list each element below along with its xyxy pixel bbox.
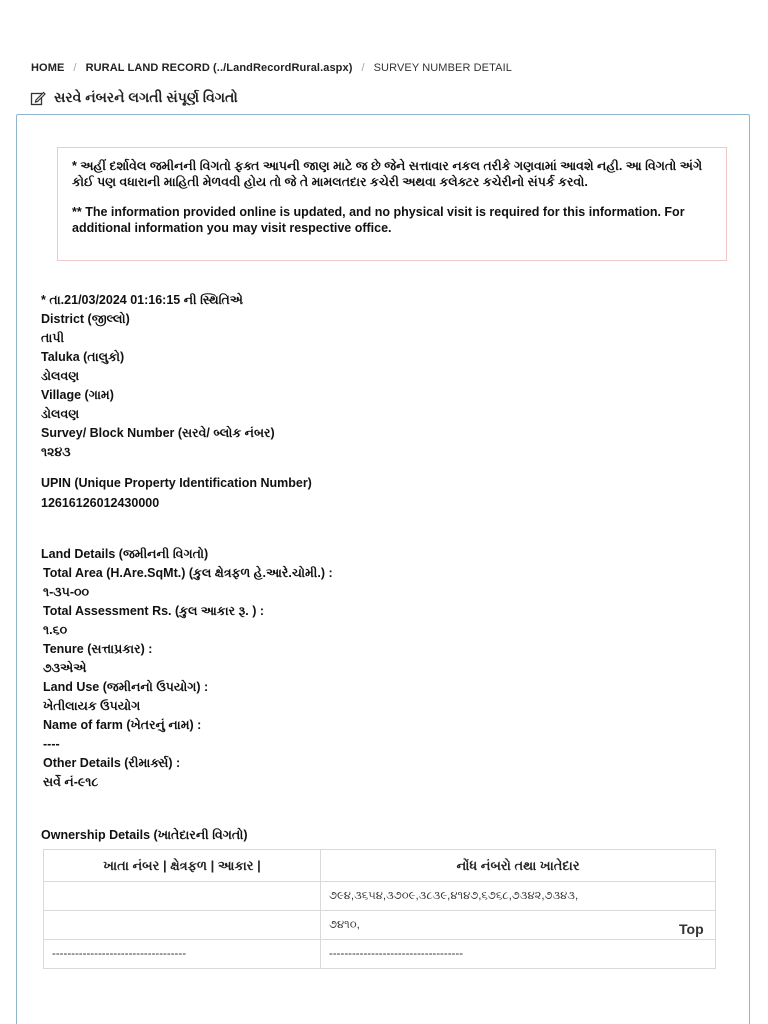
edit-document-icon bbox=[30, 90, 46, 106]
tenure-value: ૭૩એએ bbox=[43, 661, 87, 675]
taluka-value: ડોલવણ bbox=[41, 369, 80, 383]
land-use-label: Land Use (જમીનનો ઉપયોગ) : bbox=[43, 680, 209, 694]
other-details-value: સર્વે નં-૯૧૮ bbox=[43, 775, 99, 789]
ownership-table bbox=[43, 849, 716, 969]
breadcrumb bbox=[31, 62, 512, 74]
tenure-label: Tenure (સત્તાપ્રકાર) : bbox=[43, 642, 153, 656]
assessment-label: Total Assessment Rs. (કુલ આકાર રૂ. ) : bbox=[43, 604, 265, 618]
assessment-value: ૧.૬૦ bbox=[43, 623, 68, 637]
land-use-value: ખેતીલાયક ઉપયોગ bbox=[43, 699, 141, 713]
total-area-label: Total Area (H.Are.SqMt.) (કુલ ક્ષેત્રફળ હે.આરે.ચોમી.) : bbox=[43, 566, 333, 580]
breadcrumb-current: SURVEY NUMBER DETAIL bbox=[373, 62, 512, 74]
table-row bbox=[44, 882, 716, 911]
table-row bbox=[44, 911, 716, 940]
survey-detail-panel bbox=[16, 114, 750, 1024]
page-title bbox=[30, 89, 238, 106]
record-info bbox=[41, 291, 275, 462]
column-header-entries: નોંધ નંબરો તથા ખાતેદાર bbox=[321, 850, 716, 882]
other-details-label: Other Details (રીમાર્ક્સ) : bbox=[43, 756, 181, 770]
upin-block bbox=[41, 473, 312, 513]
village-value: ડોલવણ bbox=[41, 407, 80, 421]
total-area-value: ૧-૩૫-૦૦ bbox=[43, 585, 90, 599]
land-details-heading: Land Details (જમીનની વિગતો) bbox=[41, 547, 209, 561]
table-cell: ----------------------------------- bbox=[321, 940, 716, 969]
page-title-text: સરવે નંબરને લગતી સંપૂર્ણ વિગતો bbox=[54, 89, 238, 105]
village-label: Village (ગામ) bbox=[41, 388, 114, 402]
disclaimer-gujarati: * અહીં દર્શાવેલ જમીનની વિગતો ફક્ત આપની જાણ માટે જ છે જેને સત્તાવાર નકલ તરીકે ગણવામાં આવશે નહી. આ વિગતો અંગે કોઈ પણ વધારાની માહિતી મેળવવી હોય તો જે તે મામલતદાર કચેરી અથવા કલેક્ટર કચેરીનો સંપર્ક કરવો. bbox=[72, 159, 703, 189]
land-details bbox=[41, 545, 333, 792]
breadcrumb-rural-land-record-link[interactable]: RURAL LAND RECORD (../LandRecordRural.aspx) bbox=[85, 62, 353, 74]
disclaimer-english: ** The information provided online is updated, and no physical visit is required for this information. For additional information you may visit respective office. bbox=[72, 205, 685, 235]
breadcrumb-home-link[interactable]: HOME bbox=[31, 62, 65, 74]
scroll-top-link[interactable]: Top bbox=[679, 921, 704, 937]
upin-label: UPIN (Unique Property Identification Number) bbox=[41, 476, 312, 490]
table-cell: ----------------------------------- bbox=[44, 940, 321, 969]
table-header-row bbox=[44, 850, 716, 882]
taluka-label: Taluka (તાલુકો) bbox=[41, 350, 125, 364]
table-row bbox=[44, 940, 716, 969]
survey-number-value: ૧૨૪૩ bbox=[41, 445, 71, 459]
disclaimer-notice bbox=[57, 147, 727, 261]
table-cell bbox=[44, 911, 321, 940]
survey-number-label: Survey/ Block Number (સરવે/ બ્લોક નંબર) bbox=[41, 426, 275, 440]
table-cell: ૭૪૧૦, bbox=[321, 911, 716, 940]
table-cell: ૭૯૪,૩૬૫૪,૩૭૦૯,૩૮૩૯,૪૧૪૭,૬૭૬૮,૭૩૪૨,૭૩૪૩, bbox=[321, 882, 716, 911]
district-value: તાપી bbox=[41, 331, 65, 345]
status-time: * તા.21/03/2024 01:16:15 ની સ્થિતિએ bbox=[41, 293, 243, 307]
farm-name-label: Name of farm (ખેતરનું નામ) : bbox=[43, 718, 202, 732]
farm-name-value: ---- bbox=[43, 737, 60, 751]
table-cell bbox=[44, 882, 321, 911]
breadcrumb-separator: / bbox=[361, 62, 365, 74]
district-label: District (જીલ્લો) bbox=[41, 312, 130, 326]
column-header-account: ખાતા નંબર | ક્ષેત્રફળ | આકાર | bbox=[44, 850, 321, 882]
ownership-heading: Ownership Details (ખાતેદારની વિગતો) bbox=[41, 828, 248, 842]
upin-value: 12616126012430000 bbox=[41, 496, 160, 510]
breadcrumb-separator: / bbox=[73, 62, 77, 74]
